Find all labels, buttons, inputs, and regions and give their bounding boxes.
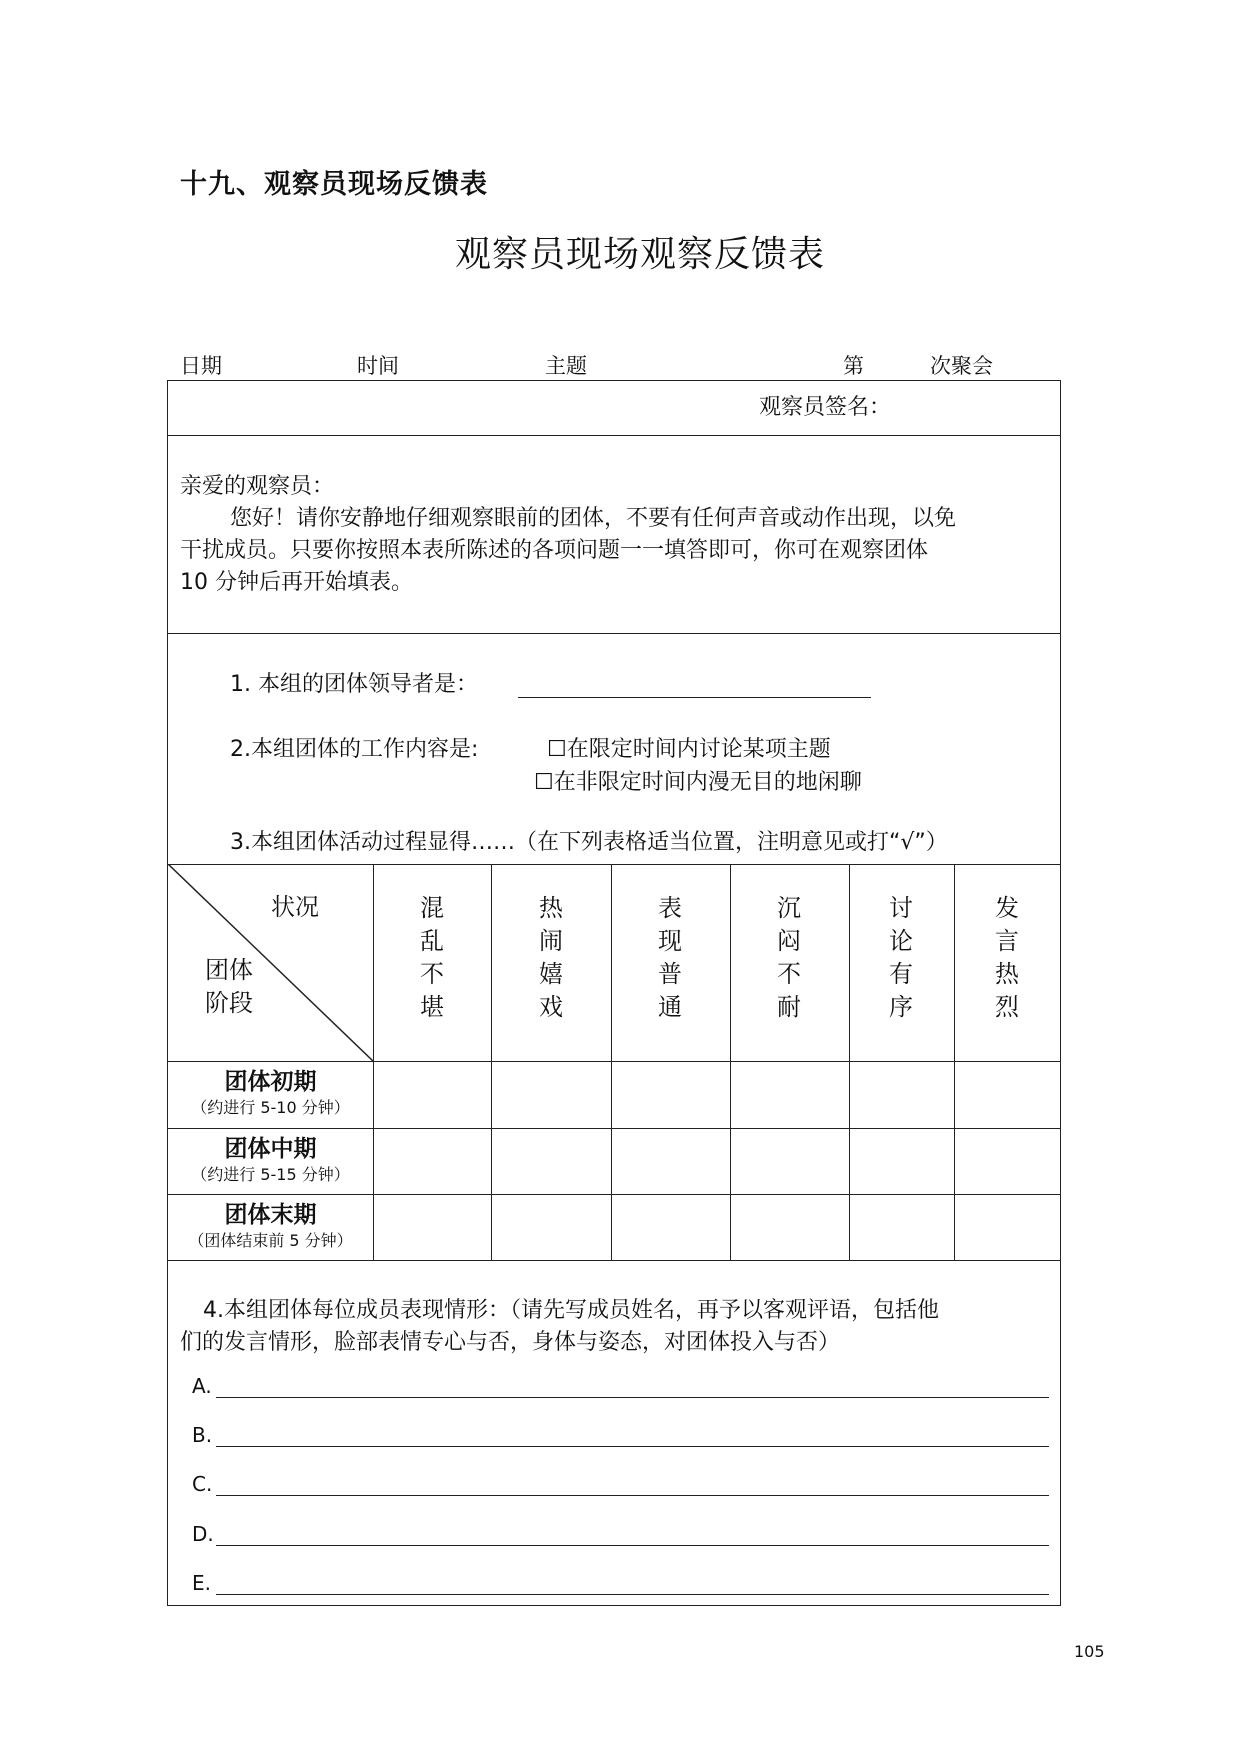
question-4-line: 们的发言情形，脸部表情专心与否，身体与姿态，对团体投入与否） bbox=[180, 1330, 841, 1355]
divider bbox=[168, 435, 1060, 436]
observer-signature-label: 观察员签名： bbox=[759, 395, 892, 420]
member-a-blank[interactable] bbox=[216, 1397, 1049, 1398]
section-heading: 十九、观察员现场反馈表 bbox=[180, 169, 488, 200]
column-header-ordinary: 表 现 普 通 bbox=[658, 894, 682, 1021]
topic-label: 主题 bbox=[545, 354, 587, 378]
date-label: 日期 bbox=[180, 354, 222, 378]
question-1-label: 1. 本组的团体领导者是： bbox=[230, 672, 478, 697]
divider bbox=[373, 864, 374, 1260]
member-c-label: C. bbox=[192, 1472, 213, 1496]
feedback-form bbox=[167, 380, 1061, 1606]
document-title: 观察员现场观察反馈表 bbox=[454, 234, 825, 275]
divider bbox=[611, 864, 612, 1260]
member-e-blank[interactable] bbox=[216, 1594, 1049, 1595]
corner-group-label: 团体 bbox=[205, 956, 253, 984]
question-2-label: 2.本组团体的工作内容是: bbox=[230, 737, 479, 762]
column-header-lively: 发 言 热 烈 bbox=[995, 894, 1019, 1021]
column-header-chaotic: 混 乱 不 堪 bbox=[420, 894, 444, 1021]
time-label: 时间 bbox=[357, 354, 399, 378]
member-d-label: D. bbox=[192, 1522, 214, 1546]
intro-greeting: 亲爱的观察员： bbox=[180, 474, 335, 499]
option-aimless-chat[interactable]: ☐在非限定时间内漫无目的地闲聊 bbox=[534, 770, 862, 795]
member-c-blank[interactable] bbox=[216, 1495, 1049, 1496]
member-d-blank[interactable] bbox=[216, 1545, 1049, 1546]
option-topic-discussion[interactable]: ☐在限定时间内讨论某项主题 bbox=[547, 737, 831, 762]
member-e-label: E. bbox=[192, 1571, 211, 1595]
column-header-playful: 热 闹 嬉 戏 bbox=[539, 894, 563, 1021]
divider bbox=[168, 633, 1060, 634]
row-label-middle-stage: 团体中期 （约进行 5-15 分钟） bbox=[191, 1136, 350, 1184]
session-prefix: 第 bbox=[843, 354, 864, 378]
corner-status-label: 状况 bbox=[271, 893, 319, 921]
divider bbox=[849, 864, 850, 1260]
divider bbox=[730, 864, 731, 1260]
corner-stage-label: 阶段 bbox=[205, 989, 253, 1017]
divider bbox=[954, 864, 955, 1260]
session-suffix: 次聚会 bbox=[930, 354, 993, 378]
column-header-orderly: 讨 论 有 序 bbox=[889, 894, 913, 1021]
column-header-dull: 沉 闷 不 耐 bbox=[777, 894, 801, 1021]
intro-line: 10 分钟后再开始填表。 bbox=[180, 570, 413, 595]
row-label-final-stage: 团体末期 （团体结束前 5 分钟） bbox=[188, 1202, 353, 1250]
page-number: 105 bbox=[1074, 1642, 1105, 1661]
divider bbox=[491, 864, 492, 1260]
question-3-label: 3.本组团体活动过程显得……（在下列表格适当位置，注明意见或打“√”） bbox=[230, 830, 948, 855]
leader-name-blank[interactable] bbox=[518, 697, 871, 698]
intro-line: 您好！请你安静地仔细观察眼前的团体，不要有任何声音或动作出现，以免 bbox=[230, 506, 957, 531]
member-a-label: A. bbox=[192, 1374, 212, 1398]
row-label-early-stage: 团体初期 （约进行 5-10 分钟） bbox=[191, 1069, 350, 1117]
question-4-line: 4.本组团体每位成员表现情形：（请先写成员姓名，再予以客观评语，包括他 bbox=[203, 1298, 939, 1323]
member-b-blank[interactable] bbox=[216, 1446, 1049, 1447]
member-b-label: B. bbox=[192, 1423, 213, 1447]
intro-line: 干扰成员。只要你按照本表所陈述的各项问题一一填答即可，你可在观察团体 bbox=[180, 538, 929, 563]
